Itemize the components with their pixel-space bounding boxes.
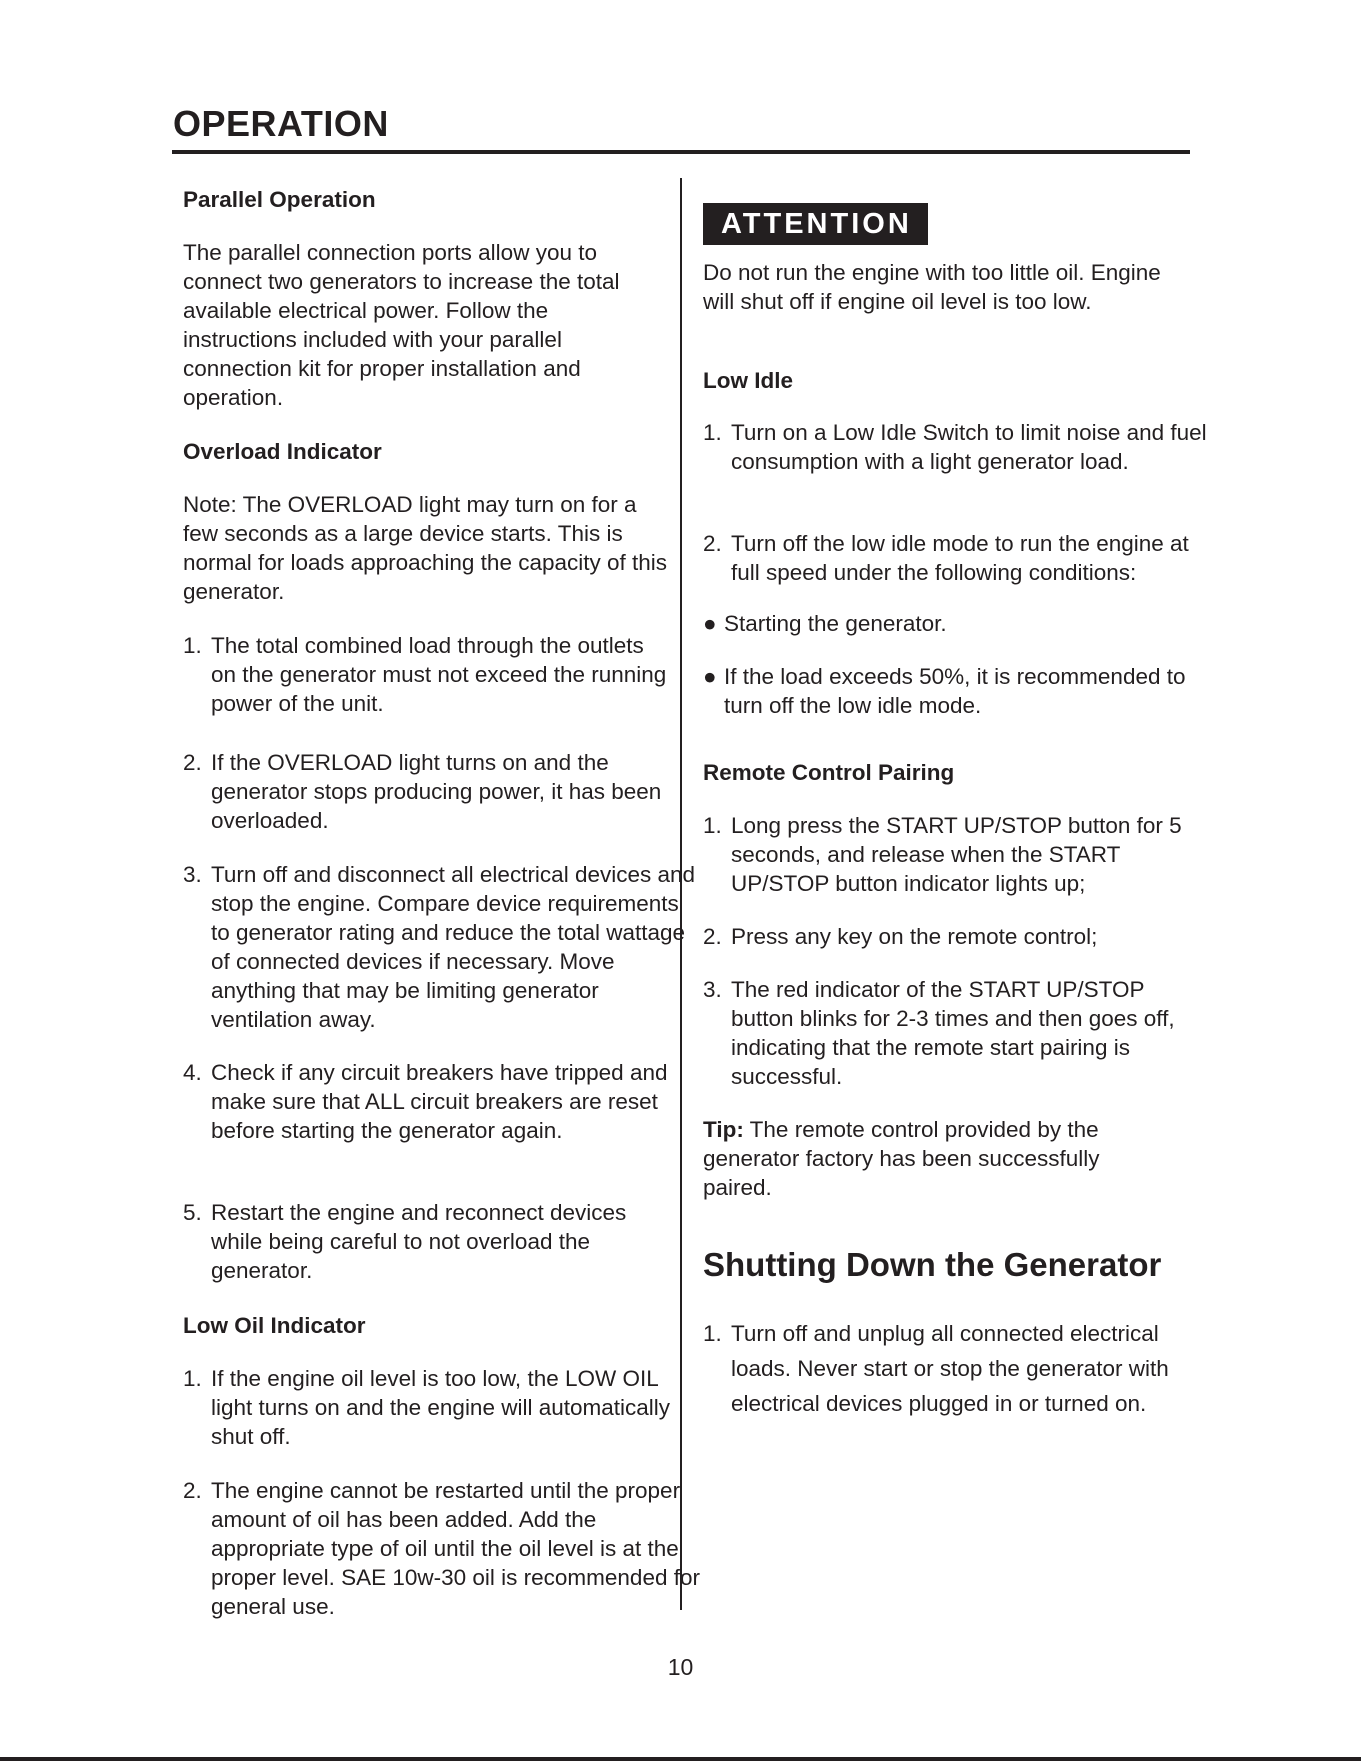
overload-indicator-heading: Overload Indicator xyxy=(183,439,382,464)
title-rule xyxy=(172,150,1190,154)
low-idle-bullet: ● If the load exceeds 50%, it is recommended to turn off the low idle mode. xyxy=(703,664,1186,718)
overload-note: Note: The OVERLOAD light may turn on for a few seconds as a large device starts. This is normal for loads approaching the capacity of this generator. xyxy=(183,492,668,604)
tip-label: Tip: xyxy=(703,1117,744,1142)
attention-text: Do not run the engine with too little oil. Engine will shut off if engine oil level is too low. xyxy=(703,260,1161,314)
tip-text: Tip: The remote control provided by the generator factory has been successfully paired. xyxy=(703,1117,1100,1200)
low-oil-list-item: 2. The engine cannot be restarted until the proper amount of oil has been added. Add the appropriate type of oil until the oil level is at the proper level. SAE 10w-30 oil is recommended for general use. xyxy=(183,1478,700,1619)
attention-label: ATTENTION xyxy=(703,203,928,245)
low-idle-bullet: ● Starting the generator. xyxy=(703,611,947,636)
low-oil-indicator-heading: Low Oil Indicator xyxy=(183,1313,366,1338)
parallel-operation-heading: Parallel Operation xyxy=(183,187,376,212)
low-idle-list-item: 1. Turn on a Low Idle Switch to limit noise and fuel consumption with a light generator load. xyxy=(703,420,1207,474)
remote-pairing-list-item: 3. The red indicator of the START UP/STOP button blinks for 2-3 times and then goes off, indicating that the remote start pairing is successful. xyxy=(703,977,1175,1089)
remote-control-pairing-heading: Remote Control Pairing xyxy=(703,760,955,785)
page-title: OPERATION xyxy=(173,103,389,144)
overload-list-item: 2. If the OVERLOAD light turns on and the generator stops producing power, it has been overloaded. xyxy=(183,750,662,833)
overload-list-item: 3. Turn off and disconnect all electrical devices and stop the engine. Compare device requirements to generator rating and reduce the total wattage of connected devices if necessary. Move anything that may be limiting generator ventilation away. xyxy=(183,862,696,1032)
bottom-rule xyxy=(0,1757,1361,1761)
overload-list-item: 5. Restart the engine and reconnect devices while being careful to not overload the generator. xyxy=(183,1200,627,1283)
overload-list-item: 1. The total combined load through the outlets on the generator must not exceed the running power of the unit. xyxy=(183,633,667,716)
parallel-operation-text: The parallel connection ports allow you to connect two generators to increase the total available electrical power. Follow the instructions included with your parallel connection kit for proper installation and operation. xyxy=(183,240,620,410)
low-idle-list-item: 2. Turn off the low idle mode to run the engine at full speed under the following conditions: xyxy=(703,531,1189,585)
low-oil-list-item: 1. If the engine oil level is too low, the LOW OIL light turns on and the engine will automatically shut off. xyxy=(183,1366,671,1449)
remote-pairing-list-item: 1. Long press the START UP/STOP button for 5 seconds, and release when the START UP/STOP button indicator lights up; xyxy=(703,813,1182,896)
page-number: 10 xyxy=(667,1654,694,1680)
low-idle-heading: Low Idle xyxy=(703,368,793,393)
shutdown-list-item: 1. Turn off and unplug all connected electrical loads. Never start or stop the generator with electrical devices plugged in or turned on. xyxy=(703,1321,1169,1416)
remote-pairing-list-item: 2. Press any key on the remote control; xyxy=(703,924,1098,949)
overload-list-item: 4. Check if any circuit breakers have tripped and make sure that ALL circuit breakers are reset before starting the generator again. xyxy=(183,1060,668,1143)
shutting-down-heading: Shutting Down the Generator xyxy=(703,1246,1162,1283)
